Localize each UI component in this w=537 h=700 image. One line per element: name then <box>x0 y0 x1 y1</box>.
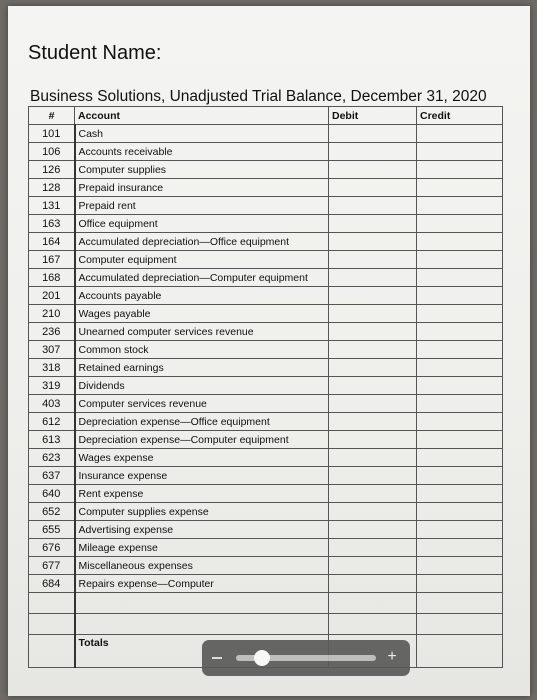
table-row <box>29 503 503 521</box>
account-name-cell: Common stock <box>75 341 329 359</box>
account-number-cell: 106 <box>29 143 75 161</box>
account-number-cell: 623 <box>29 449 75 467</box>
account-number-cell: 131 <box>29 197 75 215</box>
account-number-cell: 684 <box>29 575 75 593</box>
account-number-cell: 612 <box>29 413 75 431</box>
account-name-cell: Miscellaneous expenses <box>75 557 329 575</box>
account-number-cell: 101 <box>29 125 75 143</box>
credit-cell[interactable] <box>417 305 503 323</box>
debit-cell[interactable] <box>329 359 417 377</box>
account-name-cell: Retained earnings <box>75 359 329 377</box>
credit-cell[interactable] <box>417 341 503 359</box>
account-name-cell: Mileage expense <box>75 539 329 557</box>
account-number-cell: 319 <box>29 377 75 395</box>
account-number-cell: 637 <box>29 467 75 485</box>
account-number-cell: 677 <box>29 557 75 575</box>
debit-cell[interactable] <box>329 503 417 521</box>
credit-cell[interactable] <box>417 197 503 215</box>
table-row <box>29 143 503 161</box>
account-number-cell: 168 <box>29 269 75 287</box>
zoom-slider-handle[interactable] <box>254 650 270 666</box>
student-name-label: Student Name: <box>28 42 162 64</box>
account-number-cell: 676 <box>29 539 75 557</box>
trial-balance-title: Business Solutions, Unadjusted Trial Balance, December 31, 2020 <box>30 88 487 105</box>
account-name-cell: Accumulated depreciation—Office equipment <box>75 233 329 251</box>
debit-cell[interactable] <box>329 467 417 485</box>
table-row <box>29 377 503 395</box>
account-name-cell: Accumulated depreciation—Computer equipment <box>75 269 329 287</box>
credit-cell[interactable] <box>417 179 503 197</box>
credit-cell[interactable] <box>417 233 503 251</box>
blank-cell[interactable] <box>417 614 503 635</box>
table-row <box>29 413 503 431</box>
debit-cell[interactable] <box>329 125 417 143</box>
credit-cell[interactable] <box>417 161 503 179</box>
credit-cell[interactable] <box>417 503 503 521</box>
debit-cell[interactable] <box>329 251 417 269</box>
table-row <box>29 449 503 467</box>
blank-cell[interactable] <box>29 593 75 614</box>
column-header-credit: Credit <box>417 107 503 125</box>
table-row <box>29 557 503 575</box>
account-number-cell: 318 <box>29 359 75 377</box>
table-row <box>29 215 503 233</box>
account-number-cell: 128 <box>29 179 75 197</box>
account-name-cell: Computer supplies expense <box>75 503 329 521</box>
blank-row <box>29 593 503 614</box>
debit-cell[interactable] <box>329 449 417 467</box>
account-name-cell: Depreciation expense—Computer equipment <box>75 431 329 449</box>
column-header-number: # <box>29 107 75 125</box>
account-number-cell: 164 <box>29 233 75 251</box>
account-name-cell: Advertising expense <box>75 521 329 539</box>
blank-cell[interactable] <box>329 614 417 635</box>
debit-cell[interactable] <box>329 539 417 557</box>
table-row <box>29 575 503 593</box>
debit-cell[interactable] <box>329 269 417 287</box>
debit-cell[interactable] <box>329 323 417 341</box>
credit-cell[interactable] <box>417 395 503 413</box>
table-row <box>29 395 503 413</box>
account-name-cell: Dividends <box>75 377 329 395</box>
credit-cell[interactable] <box>417 485 503 503</box>
column-header-debit: Debit <box>329 107 417 125</box>
credit-cell[interactable] <box>417 377 503 395</box>
account-name-cell: Computer supplies <box>75 161 329 179</box>
account-number-cell: 613 <box>29 431 75 449</box>
trial-balance-table <box>28 106 503 668</box>
blank-cell[interactable] <box>29 614 75 635</box>
debit-cell[interactable] <box>329 413 417 431</box>
credit-cell[interactable] <box>417 215 503 233</box>
blank-cell[interactable] <box>329 593 417 614</box>
table-row <box>29 359 503 377</box>
table-row <box>29 287 503 305</box>
table-row <box>29 233 503 251</box>
debit-cell[interactable] <box>329 215 417 233</box>
credit-cell[interactable] <box>417 539 503 557</box>
credit-cell[interactable] <box>417 251 503 269</box>
credit-cell[interactable] <box>417 575 503 593</box>
account-name-cell: Prepaid rent <box>75 197 329 215</box>
credit-cell[interactable] <box>417 323 503 341</box>
table-row <box>29 251 503 269</box>
debit-cell[interactable] <box>329 179 417 197</box>
credit-total-cell[interactable] <box>417 635 503 668</box>
account-number-cell: 403 <box>29 395 75 413</box>
debit-cell[interactable] <box>329 143 417 161</box>
account-number-cell: 210 <box>29 305 75 323</box>
table-row <box>29 269 503 287</box>
table-row <box>29 197 503 215</box>
account-number-cell: 167 <box>29 251 75 269</box>
account-name-cell: Insurance expense <box>75 467 329 485</box>
plus-icon[interactable]: + <box>387 648 397 665</box>
credit-cell[interactable] <box>417 467 503 485</box>
credit-cell[interactable] <box>417 449 503 467</box>
table-row <box>29 485 503 503</box>
account-name-cell: Cash <box>75 125 329 143</box>
credit-cell[interactable] <box>417 521 503 539</box>
table-row <box>29 179 503 197</box>
table-row <box>29 431 503 449</box>
credit-cell[interactable] <box>417 557 503 575</box>
account-number-cell: 655 <box>29 521 75 539</box>
debit-cell[interactable] <box>329 395 417 413</box>
debit-cell[interactable] <box>329 161 417 179</box>
blank-cell[interactable] <box>417 593 503 614</box>
account-name-cell: Wages payable <box>75 305 329 323</box>
debit-cell[interactable] <box>329 485 417 503</box>
account-name-cell: Office equipment <box>75 215 329 233</box>
credit-cell[interactable] <box>417 413 503 431</box>
account-number-cell: 652 <box>29 503 75 521</box>
blank-cell[interactable] <box>75 614 329 635</box>
debit-cell[interactable] <box>329 341 417 359</box>
account-name-cell: Wages expense <box>75 449 329 467</box>
account-name-cell: Accounts receivable <box>75 143 329 161</box>
debit-cell[interactable] <box>329 287 417 305</box>
account-name-cell: Unearned computer services revenue <box>75 323 329 341</box>
debit-cell[interactable] <box>329 431 417 449</box>
credit-cell[interactable] <box>417 269 503 287</box>
table-row <box>29 161 503 179</box>
credit-cell[interactable] <box>417 125 503 143</box>
account-number-cell: 307 <box>29 341 75 359</box>
table-row <box>29 305 503 323</box>
table-row <box>29 341 503 359</box>
account-number-cell: 201 <box>29 287 75 305</box>
account-number-cell: 236 <box>29 323 75 341</box>
account-name-cell: Repairs expense—Computer <box>75 575 329 593</box>
table-header-row <box>29 107 503 125</box>
table-row <box>29 521 503 539</box>
totals-number-cell <box>29 635 75 668</box>
account-number-cell: 126 <box>29 161 75 179</box>
account-name-cell: Depreciation expense—Office equipment <box>75 413 329 431</box>
table-row <box>29 125 503 143</box>
credit-cell[interactable] <box>417 359 503 377</box>
account-name-cell: Rent expense <box>75 485 329 503</box>
column-header-account: Account <box>75 107 329 125</box>
account-name-cell: Computer equipment <box>75 251 329 269</box>
debit-cell[interactable] <box>329 575 417 593</box>
account-name-cell: Prepaid insurance <box>75 179 329 197</box>
credit-cell[interactable] <box>417 143 503 161</box>
debit-cell[interactable] <box>329 521 417 539</box>
debit-cell[interactable] <box>329 377 417 395</box>
totals-label: Totals <box>75 635 329 668</box>
credit-cell[interactable] <box>417 431 503 449</box>
account-number-cell: 163 <box>29 215 75 233</box>
blank-cell[interactable] <box>75 593 329 614</box>
blank-row <box>29 614 503 635</box>
table-row <box>29 539 503 557</box>
account-number-cell: 640 <box>29 485 75 503</box>
table-row <box>29 467 503 485</box>
debit-cell[interactable] <box>329 197 417 215</box>
table-row <box>29 323 503 341</box>
debit-cell[interactable] <box>329 557 417 575</box>
zoom-scrubber[interactable] <box>202 640 410 676</box>
debit-cell[interactable] <box>329 233 417 251</box>
account-name-cell: Accounts payable <box>75 287 329 305</box>
account-name-cell: Computer services revenue <box>75 395 329 413</box>
credit-cell[interactable] <box>417 287 503 305</box>
debit-cell[interactable] <box>329 305 417 323</box>
minus-icon[interactable] <box>212 657 222 659</box>
